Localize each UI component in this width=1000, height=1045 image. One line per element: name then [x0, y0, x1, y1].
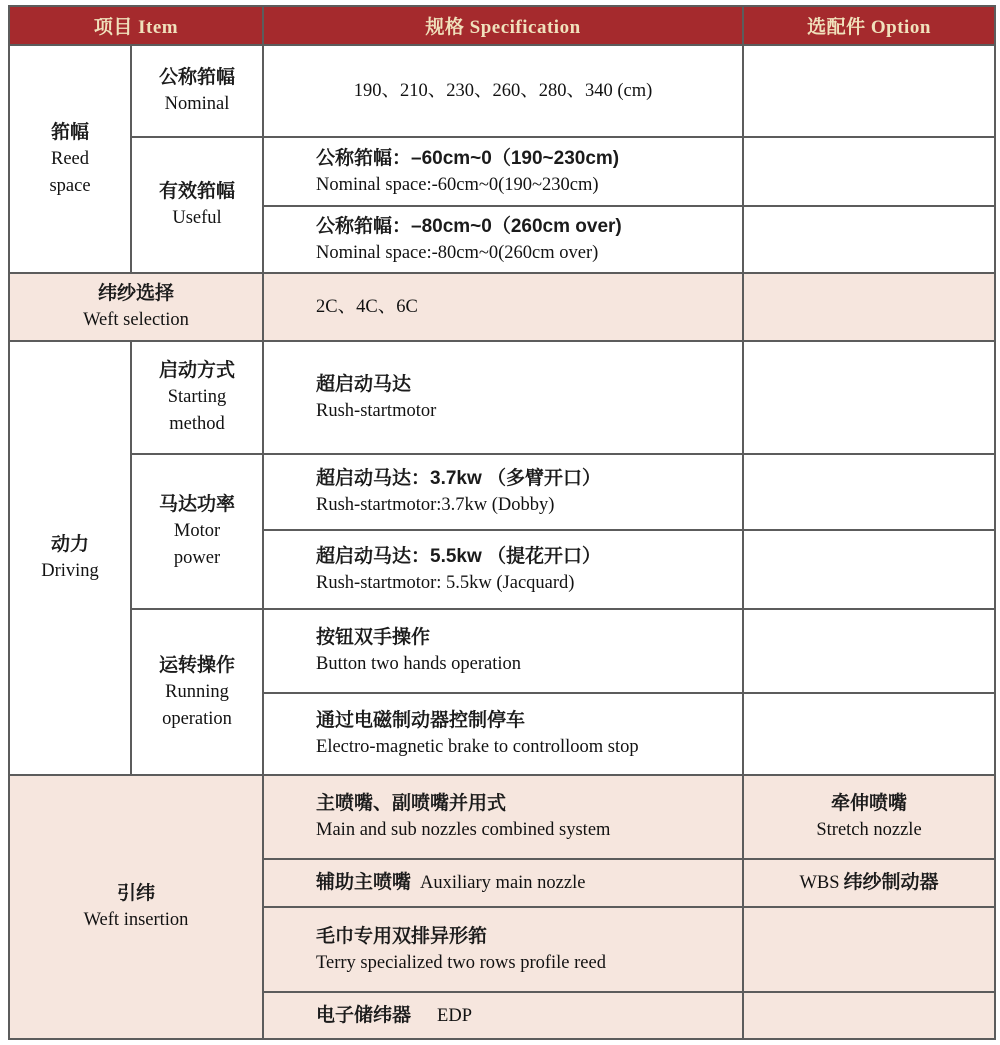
- weft-insertion-spec-1-en: Main and sub nozzles combined system: [316, 820, 611, 840]
- weft-insertion-spec-3-en: Terry specialized two rows profile reed: [316, 952, 606, 973]
- driving-label-zh: 动力: [50, 534, 89, 555]
- nominal-label-en: Nominal: [164, 94, 230, 114]
- running-operation-spec-cell-1: [263, 609, 743, 693]
- nominal-spec-cell: [263, 45, 743, 137]
- weft-insertion-option-2-line: [744, 869, 994, 897]
- useful-spec-1-zh: 公称筘幅：–60cm~0（190~230cm): [316, 147, 620, 169]
- weft-insertion-option-1-zh: 牵伸喷嘴: [831, 793, 908, 814]
- header-item-cell: 项目 Item: [9, 6, 263, 45]
- weft-insertion-spec-cell-2: [263, 859, 743, 907]
- motor-power-option-cell-1: [743, 454, 995, 530]
- starting-method-option-cell: [743, 341, 995, 454]
- useful-spec-2-en: Nominal space:-80cm~0(260cm over): [316, 242, 599, 263]
- weft-insertion-option-cell-3: [743, 907, 995, 992]
- running-operation-spec-cell-2: [263, 693, 743, 775]
- spec-table: [8, 5, 996, 1040]
- header-option-cell: 选配件 Option: [743, 6, 995, 45]
- starting-method-label-cell: [131, 341, 263, 454]
- motor-power-spec-1-en: Rush-startmotor:3.7kw (Dobby): [316, 495, 555, 515]
- starting-method-label-en: Starting method: [167, 387, 227, 434]
- starting-method-label-zh: 启动方式: [159, 360, 236, 381]
- motor-power-label-en: Motor power: [173, 521, 221, 568]
- running-operation-label-en: Running operation: [162, 681, 232, 729]
- nominal-label-cell: [131, 45, 263, 137]
- running-operation-spec-1-en: Button two hands operation: [316, 654, 522, 674]
- driving-label-cell: [9, 341, 131, 775]
- useful-spec-cell-1: [263, 137, 743, 206]
- driving-label-en: Driving: [41, 561, 99, 581]
- useful-spec-1-en: Nominal space:-60cm~0(190~230cm): [316, 174, 599, 195]
- weft-selection-option-cell: [743, 273, 995, 341]
- starting-method-spec-zh: 超启动马达: [316, 373, 412, 395]
- motor-power-option-cell-2: [743, 530, 995, 609]
- weft-selection-label-cell: [9, 273, 263, 341]
- useful-label-cell: [131, 137, 263, 273]
- weft-insertion-label-cell: [9, 775, 263, 1039]
- starting-method-spec-en: Rush-startmotor: [316, 400, 437, 421]
- running-operation-label-zh: 运转操作: [159, 654, 236, 676]
- motor-power-label-zh: 马达功率: [159, 494, 236, 515]
- weft-insertion-option-2-prefix: WBS: [799, 873, 840, 893]
- running-operation-spec-1-zh: 按钮双手操作: [316, 627, 431, 648]
- running-operation-spec-2-zh: 通过电磁制动器控制停车: [316, 710, 526, 731]
- weft-insertion-spec-2-line: [316, 869, 742, 897]
- reed-space-label-cell: [9, 45, 131, 273]
- nominal-label-zh: 公称筘幅: [159, 67, 236, 88]
- weft-insertion-option-cell-1: [743, 775, 995, 859]
- weft-insertion-option-cell-2: [743, 859, 995, 907]
- header-specification-cell: 规格 Specification: [263, 6, 743, 45]
- motor-power-label-cell: [131, 454, 263, 609]
- weft-insertion-spec-cell-4: [263, 992, 743, 1039]
- weft-insertion-spec-2-en: Auxiliary main nozzle: [420, 873, 586, 893]
- weft-insertion-spec-cell-1: [263, 775, 743, 859]
- weft-insertion-spec-2-zh: 辅助主喷嘴: [316, 872, 412, 893]
- reed-space-label-zh: 筘幅: [50, 121, 89, 143]
- nominal-option-cell: [743, 45, 995, 137]
- running-operation-spec-2-en: Electro-magnetic brake to controlloom stop: [316, 737, 639, 757]
- weft-insertion-spec-4-en: EDP: [437, 1005, 472, 1026]
- starting-method-spec-cell: [263, 341, 743, 454]
- weft-insertion-spec-3-zh: 毛巾专用双排异形筘: [316, 925, 488, 947]
- weft-selection-label-en: Weft selection: [83, 310, 189, 330]
- weft-selection-spec-value: 2C、4C、6C: [316, 296, 418, 317]
- weft-insertion-label-zh: 引纬: [117, 883, 156, 904]
- row-weft-insertion-1: [9, 775, 995, 859]
- running-operation-option-cell-2: [743, 693, 995, 775]
- weft-selection-spec-cell: [263, 273, 743, 341]
- weft-insertion-spec-1-zh: 主喷嘴、副喷嘴并用式: [316, 793, 507, 814]
- weft-insertion-option-1-en: Stretch nozzle: [816, 820, 922, 840]
- motor-power-spec-cell-1: [263, 454, 743, 530]
- motor-power-spec-2-en: Rush-startmotor: 5.5kw (Jacquard): [316, 572, 575, 593]
- useful-spec-2-zh: 公称筘幅：–80cm~0（260cm over): [316, 215, 622, 237]
- row-motor-power-1: [9, 454, 995, 530]
- motor-power-spec-1-zh: 超启动马达：3.7kw （多臂开口）: [316, 468, 602, 489]
- row-starting-method: [9, 341, 995, 454]
- weft-selection-label-zh: 纬纱选择: [98, 283, 175, 304]
- weft-insertion-option-2-zh: 纬纱制动器: [843, 872, 939, 893]
- motor-power-spec-cell-2: [263, 530, 743, 609]
- useful-label-en: Useful: [172, 208, 222, 228]
- row-weft-selection: [9, 273, 995, 341]
- useful-option-cell-2: [743, 206, 995, 273]
- weft-insertion-spec-4-line: [316, 1002, 742, 1030]
- running-operation-label-cell: [131, 609, 263, 775]
- weft-insertion-spec-4-zh: 电子储纬器: [316, 1004, 412, 1026]
- useful-label-zh: 有效筘幅: [159, 181, 236, 202]
- weft-insertion-label-en: Weft insertion: [83, 910, 189, 930]
- nominal-spec-value: 190、210、230、260、280、340 (cm): [353, 80, 653, 101]
- motor-power-spec-2-zh: 超启动马达：5.5kw （提花开口）: [316, 545, 602, 567]
- row-running-operation-1: [9, 609, 995, 693]
- weft-insertion-spec-cell-3: [263, 907, 743, 992]
- useful-spec-cell-2: [263, 206, 743, 273]
- running-operation-option-cell-1: [743, 609, 995, 693]
- row-nominal-reed-space: [9, 45, 995, 137]
- weft-insertion-option-cell-4: [743, 992, 995, 1039]
- header-row: [9, 6, 995, 45]
- row-useful-1: [9, 137, 995, 206]
- reed-space-label-en: Reed space: [49, 148, 91, 196]
- useful-option-cell-1: [743, 137, 995, 206]
